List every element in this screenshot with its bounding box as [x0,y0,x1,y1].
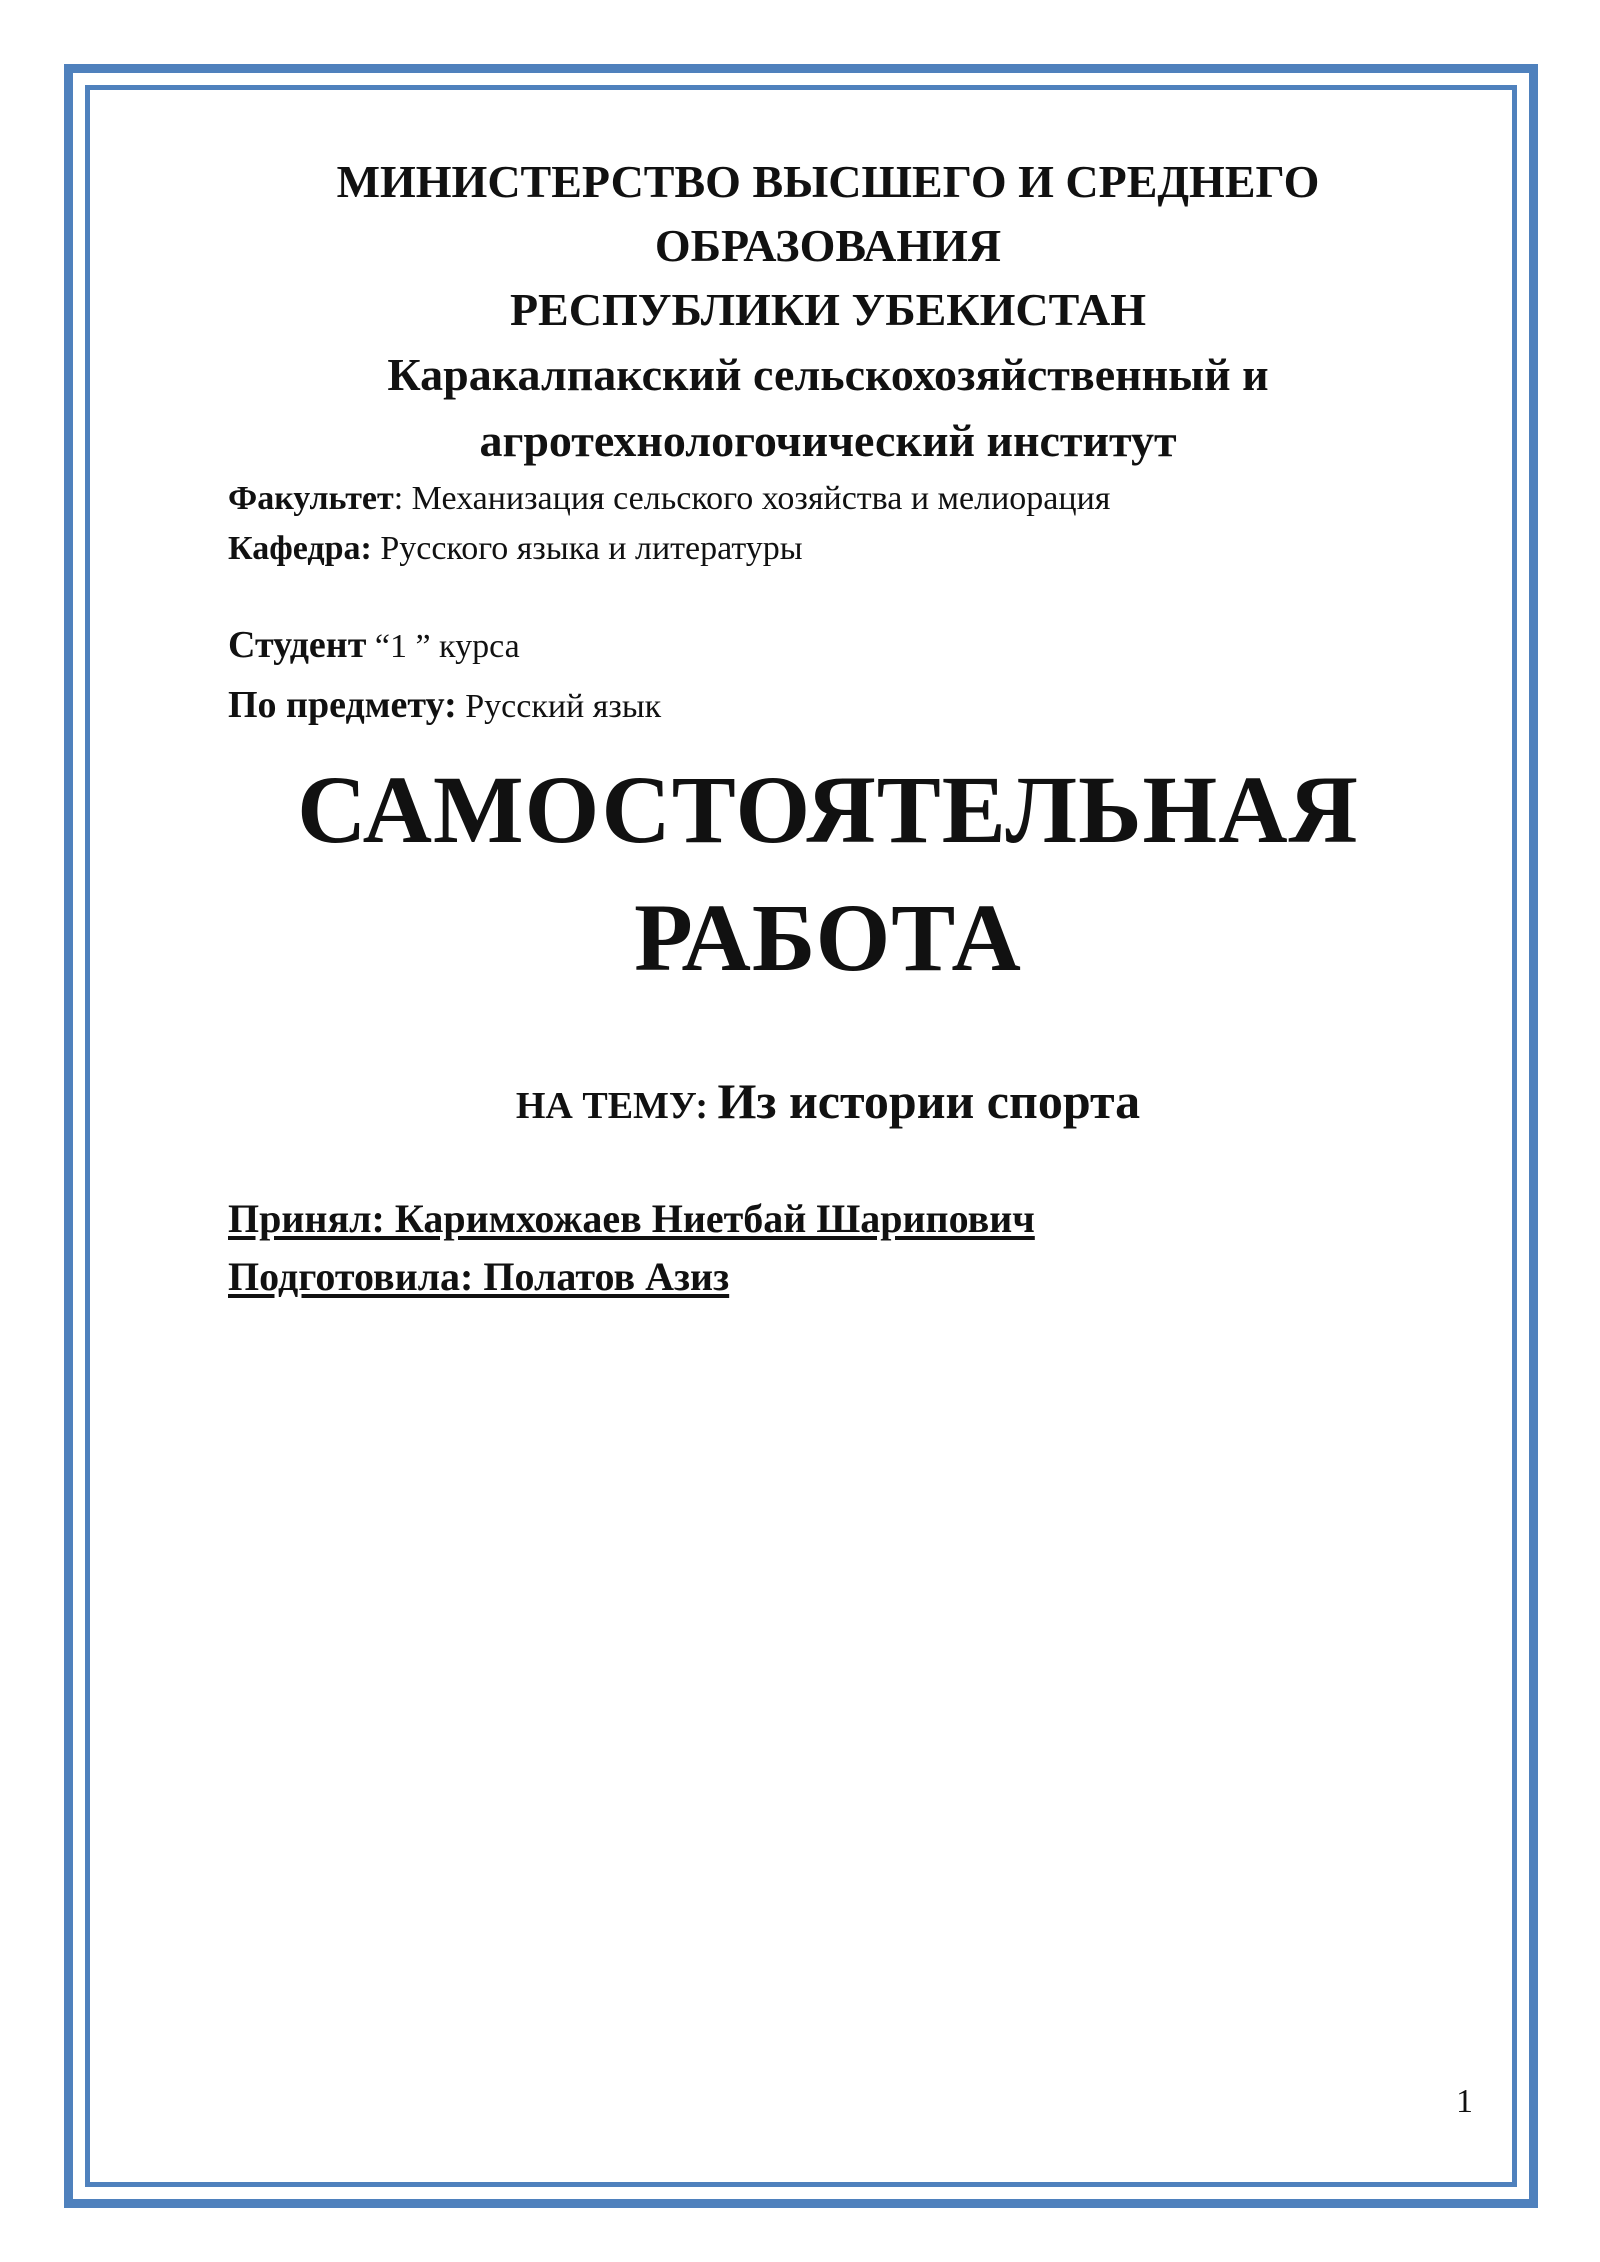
student-value: “1 ” курса [366,628,520,665]
prepared-by-text: Подготовила: Полатов Азиз [228,1254,730,1299]
faculty-value: : Механизация сельского хозяйства и мелиорация [393,480,1111,517]
page-number: 1 [1456,2083,1473,2120]
faculty-label: Факультет [228,480,394,517]
prepared-by-line [228,1248,1398,1306]
student-line [228,616,1398,676]
ministry-line-1: МИНИСТЕРСТВО ВЫСШЕГО И СРЕДНЕГО [336,156,1320,207]
document-title [228,746,1398,1002]
institute-line-1: Каракалпакский сельскохозяйственный и [387,349,1269,400]
topic-line [228,1072,1398,1130]
topic-label: НА ТЕМУ: [515,1085,718,1127]
department-label: Кафедра: [228,530,372,567]
ministry-line-3: РЕСПУБЛИКИ УБЕКИСТАН [509,284,1147,335]
subject-line [228,676,1398,736]
accepted-by-line [228,1190,1398,1248]
topic-value: Из истории спорта [717,1073,1141,1129]
student-label: Студент [228,624,367,666]
people-block [228,1190,1398,1306]
institute-line-2: агротехнологочический институт [479,415,1177,466]
title-page-header [228,150,1398,474]
document-content [228,150,1398,1306]
document-title-line-2: РАБОТА [634,884,1022,991]
accepted-by-text: Принял: Каримхожаев Ниетбай Шарипович [228,1196,1035,1241]
subject-value: Русский язык [456,688,662,725]
subject-label: По предмету: [228,684,457,726]
ministry-line-2: ОБРАЗОВАНИЯ [654,220,1002,271]
document-title-line-1: САМОСТОЯТЕЛЬНАЯ [297,756,1359,863]
faculty-line [228,474,1398,524]
department-line [228,524,1398,574]
department-value: Русского языка и литературы [371,530,803,567]
